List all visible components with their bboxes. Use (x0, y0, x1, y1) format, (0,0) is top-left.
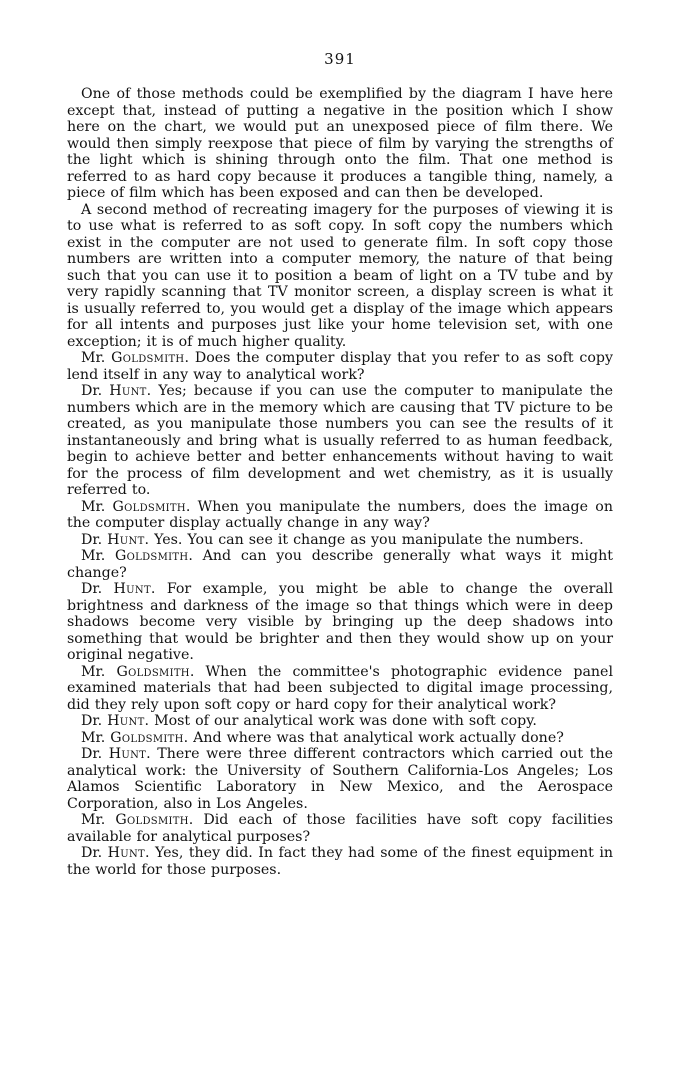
speaker-name: Goldsmith (110, 729, 184, 746)
dialogue-paragraph: Mr. Goldsmith. And where was that analytical work actually done? (81, 729, 564, 746)
speaker-name: Hunt (107, 531, 145, 548)
speaker-name: Goldsmith (112, 498, 186, 515)
narrative-paragraph: A second method of recreating imagery for the purposes of viewing it is to use what is referred to as soft copy. In soft copy the numbers which exist in the computer are not used to generate film. In soft copy those numbers are written into a computer memory, the nature of that being such that you can use it to position a beam of light on a TV tube and by very rapidly scanning that TV monitor screen, a display screen is what it is usually referred to, you would get a display of the image which appears for all intents and purposes just like your home television set, with one exception; it is of much higher quality. (67, 201, 613, 350)
speaker-name: Hunt (109, 383, 147, 399)
dialogue-paragraph: Dr. Hunt. For example, you might be able to change the overall brightness and darkness of the image so that things which were in deep shadows become very visible by bringing up the deep shadows into something that would be brighter and then they would show up on your original negative. (67, 581, 613, 663)
speaker-name: Goldsmith (111, 350, 185, 366)
dialogue-paragraph: Dr. Hunt. Yes, they did. In fact they had some of the finest equipment in the world for those purposes. (67, 845, 613, 878)
transcript-body (67, 86, 613, 878)
dialogue-paragraph: Mr. Goldsmith. When the committee's photographic evidence panel examined materials that had been subjected to digital image processing, did they rely upon soft copy or hard copy for their analytical work? (67, 663, 613, 713)
narrative-paragraph: One of those methods could be exemplified by the diagram I have here except that, instead of putting a negative in the position which I show here on the chart, we would put an unexposed piece of film there. We would then simply reexpose that piece of film by varying the strengths of the light which is shining through onto the film. That one method is referred to as hard copy because it produces a tangible thing, namely, a piece of film which has been exposed and can then be developed. (67, 86, 613, 201)
speaker-name: Goldsmith (116, 663, 190, 680)
dialogue-paragraph: Mr. Goldsmith. When you manipulate the numbers, does the image on the computer display actually change in any way? (67, 498, 613, 531)
speaker-name: Goldsmith (115, 812, 189, 828)
dialogue-paragraph: Dr. Hunt. Yes. You can see it change as you manipulate the numbers. (81, 531, 584, 548)
page-number: 391 (324, 50, 356, 68)
speaker-name: Hunt (107, 845, 146, 861)
dialogue-paragraph: Dr. Hunt. Yes; because if you can use the computer to manipulate the numbers which are in the memory which are causing that TV picture to be created, as you manipulate those numbers you can see the results of it instantaneously and bring what is usually referred to as human feedback, begin to achieve better and better enhancements without having to wait for the process of film development and wet chemistry, as it is usually referred to. (67, 383, 613, 498)
dialogue-paragraph: Dr. Hunt. Most of our analytical work was done with soft copy. (81, 713, 537, 729)
speaker-name: Hunt (108, 746, 147, 762)
speaker-name: Hunt (107, 713, 145, 729)
dialogue-paragraph: Dr. Hunt. There were three different contractors which carried out the analytical work: the University of Southern California-Los Angeles; Los Alamos Scientific Laboratory in New Mexico, and the Aerospace Corporation, also in Los Angeles. (67, 746, 613, 812)
speaker-name: Hunt (113, 581, 151, 597)
dialogue-paragraph: Mr. Goldsmith. And can you describe generally what ways it might change? (67, 548, 613, 581)
speaker-name: Goldsmith (115, 548, 189, 564)
dialogue-paragraph: Mr. Goldsmith. Does the computer display that you refer to as soft copy lend itself in any way to analytical work? (67, 350, 613, 383)
dialogue-paragraph: Mr. Goldsmith. Did each of those facilities have soft copy facilities available for analytical purposes? (67, 812, 613, 845)
